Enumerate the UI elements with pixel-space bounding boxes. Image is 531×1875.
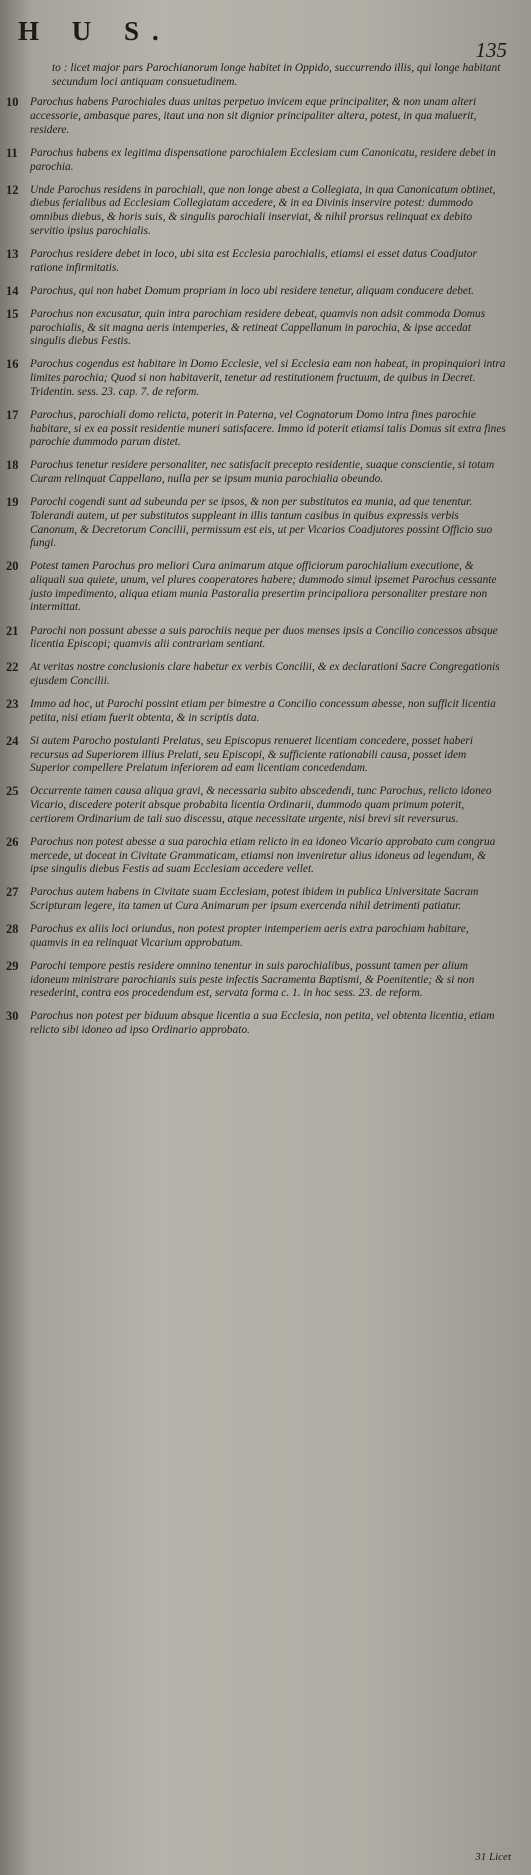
catchword: 31 Licet xyxy=(475,1851,511,1863)
numbered-paragraph xyxy=(6,285,512,299)
paragraph-text: Si autem Parocho postulanti Prelatus, seu Episcopus renueret licentiam concedere, posset haberi recursus ad Superiorem illius Prelati, seu Episcopi, & sufficiente rationabili causa, posset idem Superior compellere Prelatum inferiorem ad eam licentiam concedendam. xyxy=(30,734,473,775)
paragraph-text: Parochi non possunt abesse a suis parochiis neque per duos menses ipsis a Concilio concessos absque licentia Episcopi; quamvis alii contrariam sentiant. xyxy=(30,624,498,651)
numbered-paragraph xyxy=(6,625,512,652)
paragraph-number: 22 xyxy=(6,660,19,675)
paragraph-text: Parochus cogendus est habitare in Domo Ecclesie, vel si Ecclesia eam non habeat, in propinquiori intra limites parochia; Quod si non habitaverit, tenetur ad restitutionem fructuum, de quibus in Decret. Tridentin. sess. 23. cap. 7. de reform. xyxy=(30,358,506,398)
numbered-paragraph xyxy=(6,409,512,450)
numbered-paragraph xyxy=(6,496,512,551)
page-header xyxy=(18,16,507,62)
numbered-paragraph xyxy=(6,923,512,950)
paragraph-number: 28 xyxy=(6,922,19,937)
numbered-paragraph xyxy=(6,248,512,275)
paragraph-number: 27 xyxy=(6,885,19,900)
paragraph-number: 26 xyxy=(6,834,19,849)
paragraph-number: 10 xyxy=(6,95,19,110)
paragraph-number: 15 xyxy=(6,306,19,321)
numbered-paragraph xyxy=(6,560,512,615)
page-number: 135 xyxy=(475,38,507,62)
paragraph-number: 30 xyxy=(6,1009,19,1024)
numbered-paragraph xyxy=(6,785,512,826)
paragraph-text: Occurrente tamen causa aliqua gravi, & necessaria subito abscedendi, tunc Parochus, relicto idoneo Vicario, discedere poterit absque probabita licentia Ordinarii, dummodo quam primum poterit, certiorem Ordinarium de tali suo discessu, atque necessitate urgente, nisi brevi sit reversurus. xyxy=(30,785,492,825)
numbered-paragraph xyxy=(6,459,512,486)
numbered-paragraph xyxy=(6,661,512,688)
paragraph-text: Parochus non potest per biduum absque licentia a sua Ecclesia, non petita, vel obtenta licentia, etiam relicto sibi idoneo ad ipso Ordinario approbato. xyxy=(30,1010,495,1037)
paragraph-number: 20 xyxy=(6,559,19,574)
body-text xyxy=(6,62,512,1047)
paragraph-number: 13 xyxy=(6,246,19,261)
paragraph-text: Potest tamen Parochus pro meliori Cura animarum atque officiorum parochialium executione, & aliquali sua quiete, unum, vel plures cooperatores habere; dummodo simul ipsemet Parochus cessante justo impedimento, aliqua etiam munia Pastoralia presertim principaliora personaliter prestare non intermittat. xyxy=(30,560,497,614)
numbered-paragraph xyxy=(6,1010,512,1037)
numbered-paragraph xyxy=(6,836,512,877)
numbered-paragraph xyxy=(6,184,512,239)
numbered-paragraph xyxy=(6,886,512,913)
paragraph-number: 19 xyxy=(6,495,19,510)
paragraph-text: Parochus ex aliis loci oriundus, non potest propter intemperiem aeris extra parochiam habitare, quamvis in ea relinquat Vicarium approbatum. xyxy=(30,923,469,949)
paragraph-number: 25 xyxy=(6,784,19,799)
paragraph-list xyxy=(6,96,512,1037)
numbered-paragraph xyxy=(6,358,512,399)
paragraph-text: Parochus residere debet in loco, ubi sita est Ecclesia parochialis, etiamsi ei esset datus Coadjutor ratione infirmitatis. xyxy=(30,247,477,274)
paragraph-number: 17 xyxy=(6,407,19,422)
paragraph-number: 12 xyxy=(6,182,19,197)
numbered-paragraph xyxy=(6,147,512,174)
paragraph-text: Parochus habens ex legitima dispensatione parochialem Ecclesiam cum Canonicatu, residere debet in parochia. xyxy=(30,146,496,173)
numbered-paragraph xyxy=(6,735,512,776)
paragraph-text: Parochus non excusatur, quin intra parochiam residere debeat, quamvis non adsit commoda Domus parochialis, & sit magna aeris intemperies, & retineat Cappellanum in parochia, & ipse accedat singulis diebus Festis. xyxy=(30,307,486,348)
paragraph-number: 11 xyxy=(6,145,18,160)
numbered-paragraph xyxy=(6,96,512,137)
continuation-text: to : licet major pars Parochianorum longe habitet in Oppido, succurrendo illis, qui longe habitant secundum loci antiquam consuetudinem. xyxy=(52,62,501,88)
paragraph-text: Parochi tempore pestis residere omnino tenentur in suis parochialibus, possunt tamen per alium idoneum ministrare parochianis suis peste infectis Sacramenta Baptismi, & Poenitentie; & si non resederint, contra eos procedendum est, servata forma c. 1. in hoc sess. 23. de reform. xyxy=(30,959,475,1000)
paragraph-text: Immo ad hoc, ut Parochi possint etiam per bimestre a Concilio concessum abesse, non sufficit licentia petita, nisi etiam fuerit obtenta, & in scriptis data. xyxy=(30,698,496,724)
paragraph-text: At veritas nostre conclusionis clare habetur ex verbis Concilii, & ex declarationi Sacre Congregationis ejusdem Concilii. xyxy=(30,661,500,687)
paragraph-number: 21 xyxy=(6,623,19,638)
paragraph-number: 23 xyxy=(6,697,19,712)
paragraph-text: Parochus non potest abesse a sua parochia etiam relicto in ea idoneo Vicario approbato cum congrua mercede, ut doceat in Civitate Grammaticam, etiamsi non inveniretur alius idoneus ad legendum, & ipse singulis diebus Festis ad suam Ecclesiam accedere vellet. xyxy=(30,835,496,876)
paragraph-text: Parochus habens Parochiales duas unitas perpetuo invicem eque principaliter, & non unam alteri accessorie, ambasque pares, itaut una non sit dignior principaliter altera, potest, in qua maluerit, residere. xyxy=(30,96,477,136)
paragraph-number: 14 xyxy=(6,283,19,298)
paragraph-text: Unde Parochus residens in parochiali, que non longe abest a Collegiata, in qua Canonicatum obtinet, diebus ferialibus ad Ecclesiam Collegiatam accedere, & in ea Divinis inservire potest: dummodo omnibus diebus, & horis suis, & singulis parochiali inserviat, & nihil prorsus relinquat ex debito servitio ipsius parochialis. xyxy=(30,183,496,237)
paragraph-text: Parochus, parochiali domo relicta, poterit in Paterna, vel Cognatorum Domo intra fines parochie habitare, si ex ea possit residentie muneri satisfacere. Immo id poterit etiamsi talis Domus sit extra fines parochie dummodo parum distet. xyxy=(30,408,506,449)
numbered-paragraph xyxy=(6,308,512,349)
paragraph-text: Parochus, qui non habet Domum propriam in loco ubi residere tenetur, aliquam conducere debet. xyxy=(30,284,474,297)
numbered-paragraph xyxy=(6,960,512,1001)
paragraph-number: 29 xyxy=(6,958,19,973)
numbered-paragraph xyxy=(6,698,512,725)
paragraph-number: 16 xyxy=(6,357,19,372)
paragraph-number: 18 xyxy=(6,458,19,473)
paragraph-text: Parochi cogendi sunt ad subeunda per se ipsos, & non per substitutos ea munia, ad que tenentur. Tolerandi autem, ut per substitutos suppleant in illis tantum casibus in quibus expressis verbis Canonum, & Decretorum Concilii, permissum est eis, ut per Vicarios Coadjutores possint Officio suo fungi. xyxy=(30,496,493,550)
paragraph-number: 24 xyxy=(6,733,19,748)
paragraph-text: Parochus autem habens in Civitate suam Ecclesiam, potest ibidem in publica Universitate Sacram Scripturam legere, ita tamen ut Cura Animarum per ipsum exercenda nihil detrimenti patiatur. xyxy=(30,886,479,913)
running-head: H U S. xyxy=(18,16,172,46)
paragraph-text: Parochus tenetur residere personaliter, nec satisfacit precepto residentie, suaque conscientie, si totam Curam relinquat Cappellano, nulla per se ipsum munia parochialia obeundo. xyxy=(30,459,495,485)
